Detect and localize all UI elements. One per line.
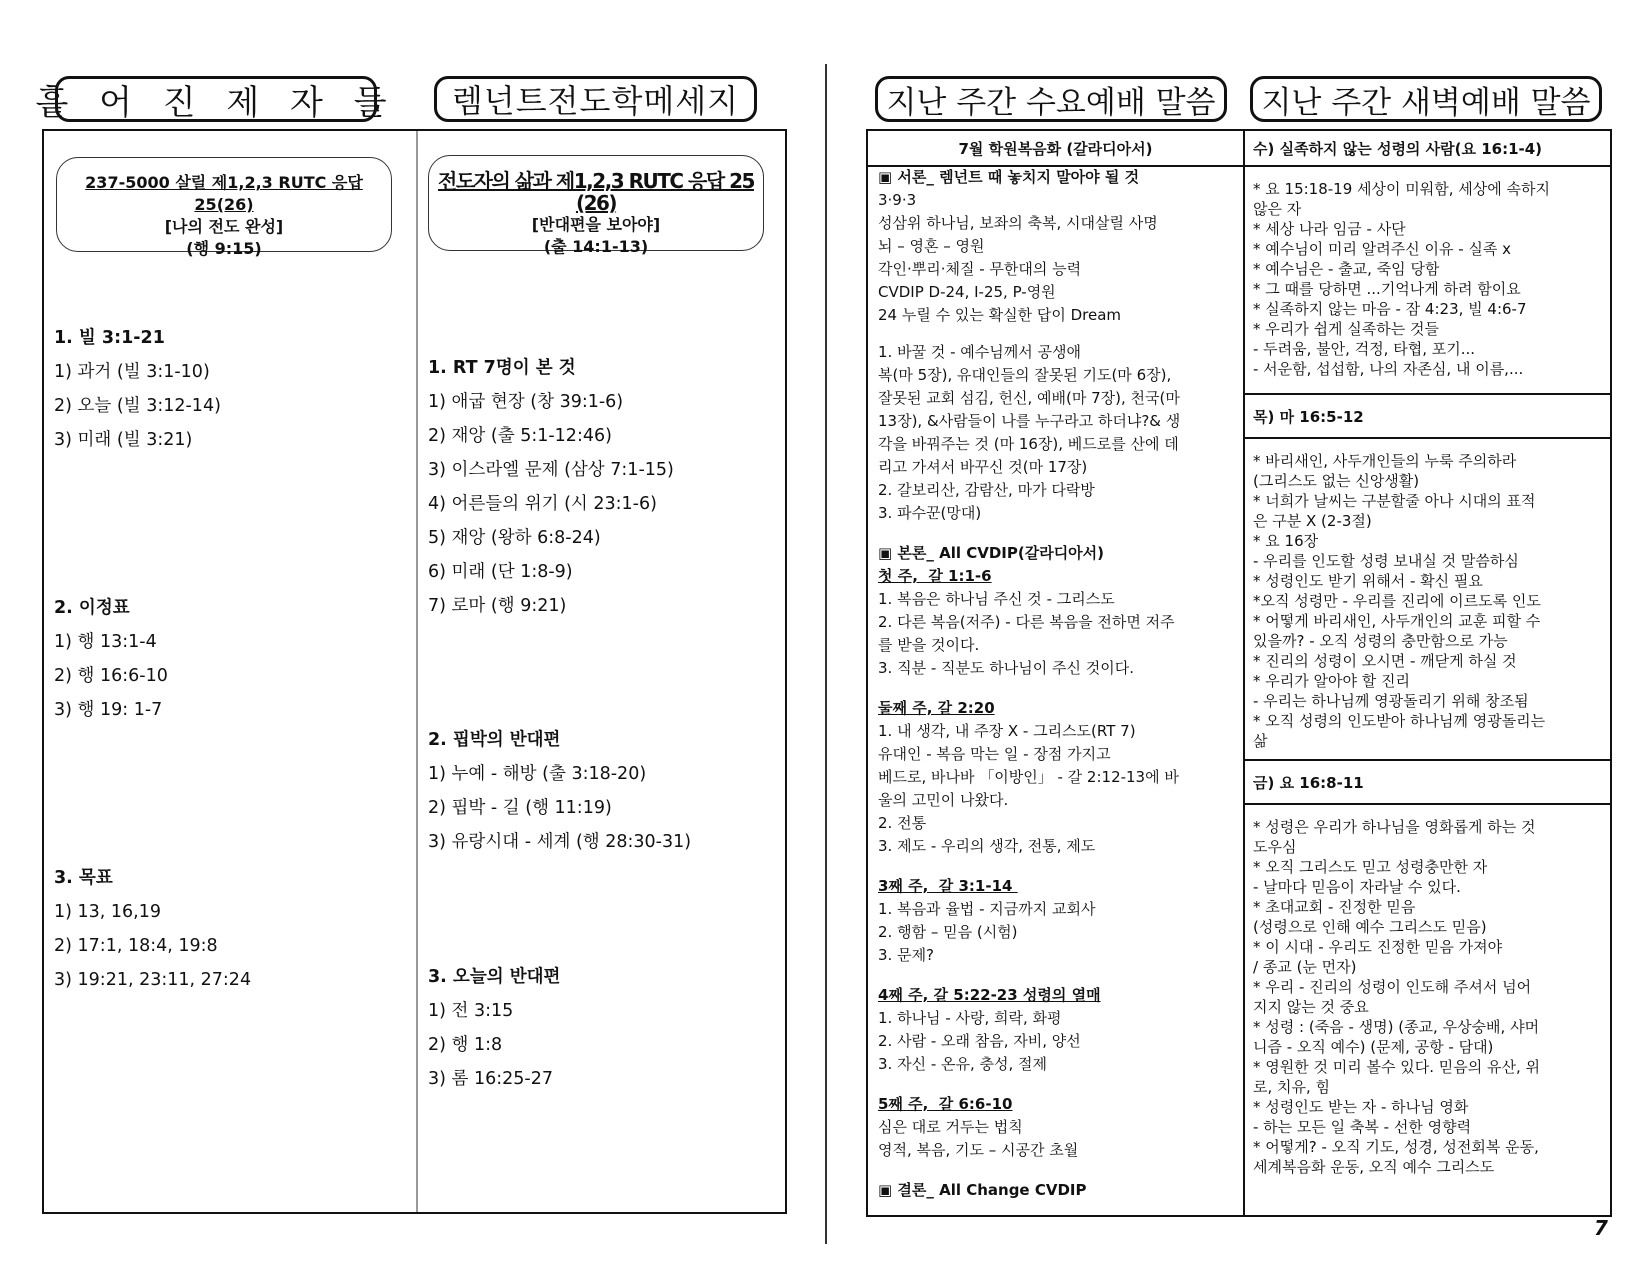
box-reference: (출 14:1-13) — [543, 237, 649, 256]
text-line: * 어떻게? - 오직 기도, 성경, 성전회복 운동, — [1253, 1138, 1539, 1156]
week-title: 3째 주, 갈 3:1-14 — [878, 877, 1018, 895]
text-line: 1. 하나님 - 사랑, 희락, 화평 — [878, 1009, 1062, 1027]
dawn-friday-heading: 금) 요 16:8-11 — [1245, 759, 1612, 805]
list-item: 3) 행 19: 1-7 — [54, 700, 163, 720]
text-line: * 영원한 것 미리 볼수 있다. 믿음의 유산, 위 — [1253, 1058, 1541, 1076]
header-remnant-message: 렘넌트전도학메세지 — [434, 76, 757, 122]
text-line: 1. 바꿀 것 - 예수님께서 공생애 — [878, 343, 1081, 361]
week-title: 첫 주, 갈 1:1-6 — [878, 567, 992, 585]
section-title: 2. 이정표 — [54, 598, 130, 618]
dawn-heading: 수) 실족하지 않는 성령의 사람(요 16:1-4) — [1245, 131, 1612, 167]
list-item: 2) 오늘 (빌 3:12-14) — [54, 396, 221, 416]
section-title: 2. 핍박의 반대편 — [428, 730, 561, 750]
list-item: 1) 누예 - 해방 (출 3:18-20) — [428, 764, 647, 784]
text-line: 2. 사람 - 오래 참음, 자비, 양선 — [878, 1032, 1081, 1050]
text-line: 뇌 – 영혼 – 영원 — [878, 237, 985, 255]
text-line: 로, 치유, 힘 — [1253, 1078, 1331, 1096]
text-line: - 우리를 인도할 성령 보내실 것 말씀하심 — [1253, 552, 1519, 570]
text-line: - 두려움, 불안, 걱정, 타협, 포기... — [1253, 340, 1476, 358]
section-1 — [54, 321, 221, 457]
text-line: 않은 자 — [1253, 200, 1302, 218]
text-line: * 우리 - 진리의 성령이 인도해 주셔서 넘어 — [1253, 978, 1532, 996]
text-line: * 성령인도 받기 위해서 - 확신 필요 — [1253, 572, 1483, 590]
text-line: * 진리의 성령이 오시면 - 깨닫게 하실 것 — [1253, 652, 1517, 670]
text-line: - 서운함, 섭섭함, 나의 자존심, 내 이름,... — [1253, 360, 1524, 378]
text-line: 1. 복음과 율법 - 지금까지 교회사 — [878, 900, 1096, 918]
text-line: 세계복음화 운동, 오직 예수 그리스도 — [1253, 1158, 1495, 1176]
text-line: 도우심 — [1253, 838, 1297, 856]
text-line: 3·9·3 — [878, 191, 917, 209]
list-item: 7) 로마 (행 9:21) — [428, 596, 567, 616]
column-scattered-disciples — [54, 131, 409, 1212]
box-title: 237-5000 살릴 제1,2,3 RUTC 응답 25(26) — [85, 173, 363, 214]
text-line: * 이 시대 - 우리도 진정한 믿음 가져야 — [1253, 938, 1503, 956]
section-2 — [428, 723, 691, 859]
section-title: 3. 오늘의 반대편 — [428, 967, 561, 987]
text-line: 울의 고민이 나왔다. — [878, 791, 1009, 809]
text-line: * 바리새인, 사두개인들의 누룩 주의하라 — [1253, 452, 1517, 470]
conclusion-title: ▣ 결론_ All Change CVDIP — [878, 1181, 1087, 1199]
box-subtitle: [나의 전도 완성] — [164, 217, 284, 236]
section-title: 1. RT 7명이 본 것 — [428, 358, 576, 378]
text-line: 복(마 5장), 유대인들의 잘못된 기도(마 6장), — [878, 366, 1172, 384]
text-line: * 예수님이 미리 알려주신 이유 - 실족 x — [1253, 240, 1512, 258]
text-line: 영적, 복음, 기도 – 시공간 초월 — [878, 1141, 1079, 1159]
text-line: * 실족하지 않는 마음 - 잠 4:23, 빌 4:6-7 — [1253, 300, 1527, 318]
text-line: * 어떻게 바리새인, 사두개인의 교훈 피할 수 — [1253, 612, 1541, 630]
text-line: 3. 자신 - 온유, 충성, 절제 — [878, 1055, 1048, 1073]
list-item: 3) 19:21, 23:11, 27:24 — [54, 970, 252, 990]
list-item: 1) 13, 16,19 — [54, 902, 162, 922]
list-item: 3) 롬 16:25-27 — [428, 1069, 554, 1089]
text-line: 1. 내 생각, 내 주장 X - 그리스도(RT 7) — [878, 722, 1136, 740]
text-line: 리고 가셔서 바꾸신 것(마 17장) — [878, 458, 1088, 476]
text-line: * 요 16장 — [1253, 532, 1319, 550]
text-line: 베드로, 바나바 「이방인」 - 갈 2:12-13에 바 — [878, 768, 1179, 786]
week-title: 둘째 주, 갈 2:20 — [878, 699, 995, 717]
list-item: 2) 행 1:8 — [428, 1035, 503, 1055]
text-line: * 너희가 날씨는 구분할줄 아나 시대의 표적 — [1253, 492, 1536, 510]
box-title: 전도자의 삶과 제1,2,3 RUTC 응답 25 (26) — [438, 169, 754, 215]
week-title: 4째 주, 갈 5:22-23 성령의 열매 — [878, 986, 1101, 1004]
text-line: 3. 문제? — [878, 946, 935, 964]
list-item: 1) 애굽 현장 (창 39:1-6) — [428, 392, 624, 412]
dawn-friday-body — [1245, 805, 1612, 1177]
intro-title: ▣ 서론_ 렘넌트 때 놓치지 말아야 될 것 — [878, 168, 1140, 186]
text-line: * 성령 : (죽음 - 생명) (종교, 우상숭배, 샤머 — [1253, 1018, 1540, 1036]
text-line: *오직 성령만 - 우리를 진리에 이르도록 인도 — [1253, 592, 1541, 610]
list-item: 3) 유랑시대 - 세계 (행 28:30-31) — [428, 832, 692, 852]
text-line: * 오직 성령의 인도받아 하나님께 영광돌리는 — [1253, 712, 1546, 730]
section-3 — [428, 960, 560, 1096]
text-line: 니즘 - 오직 예수) (문제, 공항 - 담대) — [1253, 1038, 1494, 1056]
text-line: 13장), &사람들이 나를 누구라고 하더냐?& 생 — [878, 412, 1181, 430]
page-spine — [825, 64, 827, 1244]
list-item: 2) 핍박 - 길 (행 11:19) — [428, 798, 612, 818]
text-line: 3. 제도 - 우리의 생각, 전통, 제도 — [878, 837, 1096, 855]
text-line: 2. 갈보리산, 감람산, 마가 다락방 — [878, 481, 1095, 499]
text-line: 지지 않는 것 중요 — [1253, 998, 1369, 1016]
text-line: (성령으로 인해 예수 그리스도 믿음) — [1253, 918, 1487, 936]
text-line: * 그 때를 당하면 ...기억나게 하려 함이요 — [1253, 280, 1521, 298]
text-line: 3. 직분 - 직분도 하나님이 주신 것이다. — [878, 659, 1134, 677]
dawn-wednesday-body — [1245, 167, 1612, 393]
section-2 — [54, 591, 168, 727]
text-line: (그리스도 없는 신앙생활) — [1253, 472, 1420, 490]
text-line: CVDIP D-24, I-25, P-영원 — [878, 283, 1056, 301]
text-line: * 성령인도 받는 자 - 하나님 영화 — [1253, 1098, 1469, 1116]
body-title: ▣ 본론_ All CVDIP(갈라디아서) — [878, 544, 1105, 562]
text-line: * 우리가 쉽게 실족하는 것들 — [1253, 320, 1439, 338]
text-line: * 세상 나라 임금 - 사단 — [1253, 220, 1406, 238]
wednesday-sermon — [878, 166, 1238, 1202]
text-line: * 예수님은 - 출교, 죽임 당함 — [1253, 260, 1440, 278]
section-title: 3. 목표 — [54, 868, 113, 888]
list-item: 2) 재앙 (출 5:1-12:46) — [428, 426, 612, 446]
text-line: 성삼위 하나님, 보좌의 축복, 시대살릴 사명 — [878, 214, 1158, 232]
list-item: 1) 과거 (빌 3:1-10) — [54, 362, 210, 382]
left-page-table — [42, 129, 787, 1214]
section-title: 1. 빌 3:1-21 — [54, 328, 165, 348]
text-line: 있을까? - 오직 성령의 충만함으로 가능 — [1253, 632, 1508, 650]
column-divider — [416, 131, 418, 1212]
dawn-sermons — [1245, 167, 1612, 1177]
list-item: 2) 행 16:6-10 — [54, 666, 168, 686]
section-3 — [54, 861, 251, 997]
text-line: 각을 바꿔주는 것 (마 16장), 베드로를 산에 데 — [878, 435, 1179, 453]
right-page-table — [866, 129, 1612, 1217]
text-line: 3. 파수꾼(망대) — [878, 504, 982, 522]
text-line: 2. 전통 — [878, 814, 927, 832]
text-line: 삶 — [1253, 732, 1268, 750]
list-item: 6) 미래 (단 1:8-9) — [428, 562, 573, 582]
text-line: - 하는 모든 일 축복 - 선한 영향력 — [1253, 1118, 1472, 1136]
list-item: 4) 어른들의 위기 (시 23:1-6) — [428, 494, 657, 514]
dawn-thursday-body — [1245, 439, 1612, 759]
text-line: 심은 대로 거두는 법칙 — [878, 1118, 1023, 1136]
text-line: 각인·뿌리·체질 - 무한대의 능력 — [878, 260, 1082, 278]
text-line: - 우리는 하나님께 영광돌리기 위해 창조됨 — [1253, 692, 1529, 710]
text-line: * 오직 그리스도 믿고 성령충만한 자 — [1253, 858, 1488, 876]
list-item: 3) 이스라엘 문제 (삼상 7:1-15) — [428, 460, 674, 480]
text-line: / 종교 (눈 먼자) — [1253, 958, 1357, 976]
dawn-thursday-heading: 목) 마 16:5-12 — [1245, 393, 1612, 439]
text-line: 2. 다른 복음(저주) - 다른 복음을 전하면 저주 — [878, 613, 1175, 631]
text-line: 1. 복음은 하나님 주신 것 - 그리스도 — [878, 590, 1115, 608]
text-line: * 우리가 알아야 할 진리 — [1253, 672, 1410, 690]
header-scattered-disciples: 흩 어 진 제 자 들 — [55, 76, 377, 122]
title-box — [428, 155, 764, 256]
list-item: 2) 17:1, 18:4, 19:8 — [54, 936, 218, 956]
text-line: 잘못된 교회 섬김, 헌신, 예배(마 7장), 천국(마 — [878, 389, 1180, 407]
text-line: * 성령은 우리가 하나님을 영화롭게 하는 것 — [1253, 818, 1536, 836]
list-item: 1) 행 13:1-4 — [54, 632, 157, 652]
text-line: - 날마다 믿음이 자라날 수 있다. — [1253, 878, 1461, 896]
text-line: 를 받을 것이다. — [878, 636, 980, 654]
page-number: 7 — [1594, 1216, 1608, 1240]
wednesday-heading: 7월 학원복음화 (갈라디아서) — [868, 131, 1243, 167]
list-item: 3) 미래 (빌 3:21) — [54, 430, 193, 450]
text-line: * 요 15:18-19 세상이 미워함, 세상에 속하지 — [1253, 180, 1550, 198]
section-1 — [428, 351, 674, 623]
list-item: 1) 전 3:15 — [428, 1001, 514, 1021]
header-dawn-sermon: 지난 주간 새벽예배 말씀 — [1250, 76, 1602, 122]
text-line: 2. 행함 – 믿음 (시험) — [878, 923, 1018, 941]
column-remnant-message — [428, 131, 783, 1212]
box-reference: (행 9:15) — [186, 239, 262, 258]
list-item: 5) 재앙 (왕하 6:8-24) — [428, 528, 601, 548]
week-title: 5째 주, 갈 6:6-10 — [878, 1095, 1013, 1113]
title-box — [56, 157, 392, 258]
text-line: 24 누릴 수 있는 확실한 답이 Dream — [878, 306, 1122, 324]
text-line: 은 구분 X (2-3절) — [1253, 512, 1372, 530]
text-line: * 초대교회 - 진정한 믿음 — [1253, 898, 1416, 916]
text-line: 유대인 - 복음 막는 일 - 장점 가지고 — [878, 745, 1111, 763]
box-subtitle: [반대편을 보아야] — [531, 215, 661, 234]
header-wednesday-sermon: 지난 주간 수요예배 말씀 — [875, 76, 1227, 122]
